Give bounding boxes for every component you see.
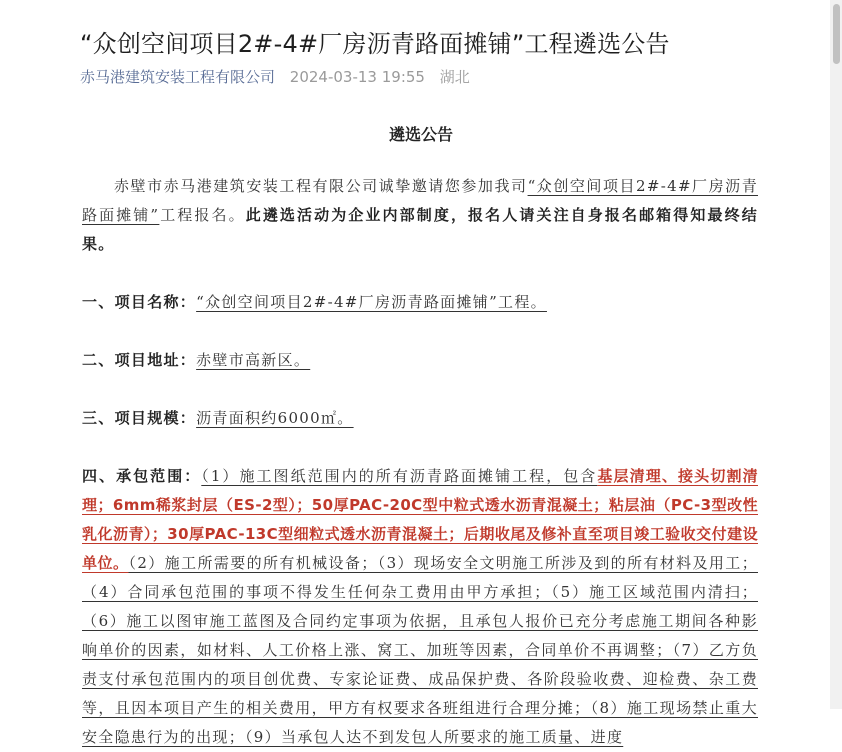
intro-project-quote: “众创空间项目2#-4#厂房沥青路面摊铺” (82, 177, 758, 224)
article-body (82, 172, 758, 752)
intro-bold-notice: 此遴选活动为企业内部制度，报名人请关注自身报名邮箱得知最终结果。 (82, 206, 758, 253)
scope-text-2: （2）施工所需要的所有机械设备；（3）现场安全文明施工所涉及到的所有材料及用工；（4）合同承包范围的事项不得发生任何杂工费用由甲方承担；（5）施工区域范围内清扫；（6）施工以图审施工蓝图及合同约定事项为依据，且承包人报价已充分考虑施工期间各种影响单价的因素，如材料、人工价格上涨、窝工、加班等因素，合同单价不再调整；（7）乙方负责支付承包范围内的项目创优费、专家论证费、成品保护费、各阶段验收费、迎检费、杂工费等，且因本项目产生的相关费用，甲方有权要求各班组进行合理分摊；（8）施工现场禁止重大安全隐患行为的出现；（9）当承包人达不到发包人所要求的施工质量、进度 (82, 554, 758, 746)
publish-time: 2024-03-13 19:55 (289, 68, 425, 86)
scrollbar-track[interactable] (830, 0, 842, 709)
project-address-value: 赤壁市高新区。 (196, 351, 311, 369)
notice-heading: 遴选公告 (388, 125, 453, 144)
project-scale-label: 三、项目规模： (82, 409, 197, 427)
scope-label: 四、承包范围： (82, 467, 202, 485)
intro-text: 赤壁市赤马港建筑安装工程有限公司诚挚邀请您参加我司 (114, 177, 528, 195)
scope-text-1: （1）施工图纸范围内的所有沥青路面摊铺工程，包含 (201, 467, 598, 485)
scrollbar-thumb[interactable] (833, 4, 840, 64)
account-name-link[interactable]: 赤马港建筑安装工程有限公司 (80, 68, 276, 86)
region-label: 湖北 (439, 68, 470, 86)
article-meta (80, 66, 470, 87)
project-name-paragraph (82, 288, 758, 317)
scope-highlight: 基层清理、接头切割清理；6mm稀浆封层（ES-2型）；50厚PAC-20C型中粒式透水沥青混凝土；粘层油（PC-3型改性乳化沥青）；30厚PAC-13C型细粒式透水沥青混凝土；后期收尾及修补直至项目竣工验收交付建设单位。 (82, 467, 758, 572)
project-address-paragraph (82, 346, 758, 375)
project-name-value: “众创空间项目2#-4#厂房沥青路面摊铺”工程。 (196, 293, 547, 311)
project-address-label: 二、项目地址： (82, 351, 197, 369)
project-name-label: 一、项目名称： (82, 293, 197, 311)
project-scale-value: 沥青面积约6000㎡。 (196, 409, 354, 427)
project-scale-paragraph (82, 404, 758, 433)
intro-text-2: 工程报名。 (159, 206, 246, 224)
intro-paragraph (82, 172, 758, 259)
article-title: “众创空间项目2#-4#厂房沥青路面摊铺”工程遴选公告 (80, 30, 670, 58)
